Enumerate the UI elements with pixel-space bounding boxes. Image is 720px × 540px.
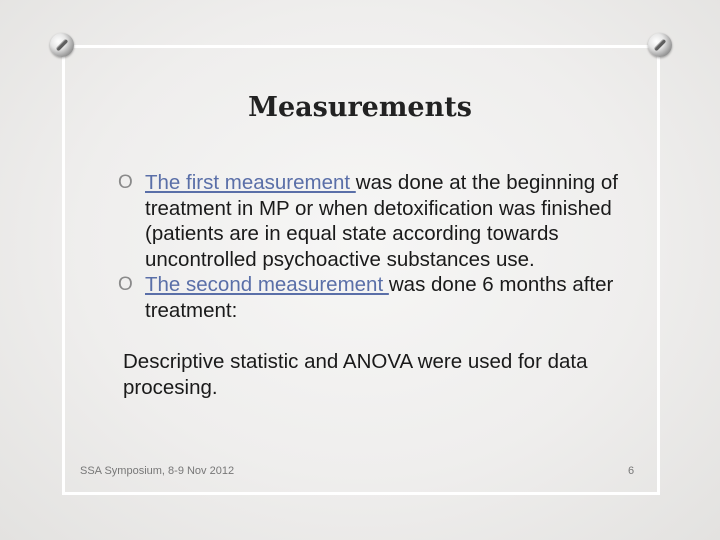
pushpin-icon <box>648 33 672 57</box>
pushpin-icon <box>50 33 74 57</box>
bullet-marker-icon: O <box>118 274 133 295</box>
body-paragraph: Descriptive statistic and ANOVA were used for data procesing. <box>123 350 588 399</box>
footer-text: SSA Symposium, 8-9 Nov 2012 <box>80 465 235 477</box>
first-measurement-link[interactable]: The first measurement <box>145 171 356 194</box>
bullet-text: was done 6 months after treatment: <box>145 273 614 322</box>
page-number: 6 <box>628 465 635 477</box>
bullet-list <box>118 170 618 400</box>
slide-title: Measurements <box>248 92 472 123</box>
second-measurement-link[interactable]: The second measurement <box>145 273 389 296</box>
bullet-item <box>118 272 618 323</box>
bullet-item <box>118 170 618 272</box>
bullet-text: was done at the beginning of treatment in MP or when detoxification was finished (patients are in equal state according towards uncontrolled psychoactive substances use. <box>145 171 618 271</box>
spacer <box>118 323 618 349</box>
bullet-marker-icon: O <box>118 172 133 193</box>
